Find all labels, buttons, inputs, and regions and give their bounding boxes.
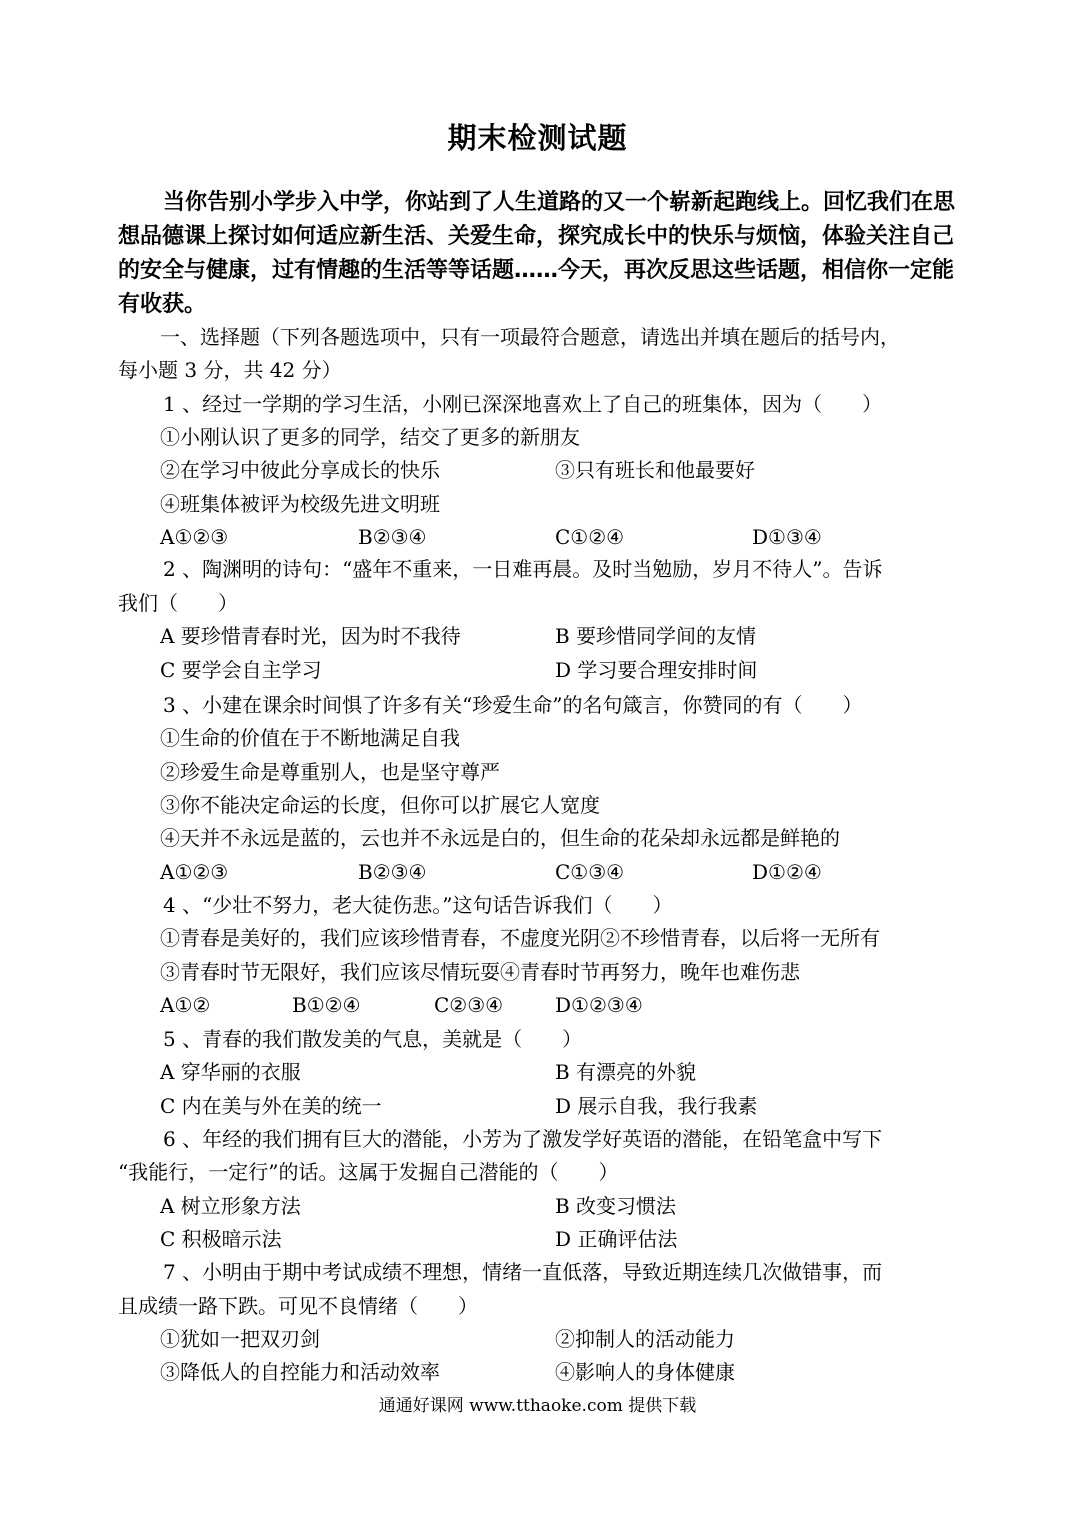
q3-option-c: C①③④ <box>555 860 625 884</box>
q3-statement-3: ③你不能决定命运的长度，但你可以扩展它人宽度 <box>160 793 600 817</box>
q3-option-d: D①②④ <box>752 860 822 884</box>
section-heading-cont: 每小题 3 分，共 42 分） <box>118 358 342 382</box>
q7-statement-4: ④影响人的身体健康 <box>555 1360 735 1384</box>
q4-statement-1: ①青春是美好的，我们应该珍惜青春，不虚度光阴②不珍惜青春，以后将一无所有 <box>160 926 880 950</box>
question-4-stem: 4 、“少壮不努力，老大徒伤悲。”这句话告诉我们（ ） <box>163 893 673 917</box>
q1-option-b: B②③④ <box>358 525 427 549</box>
question-7-stem: 7 、小明由于期中考试成绩不理想，情绪一直低落，导致近期连续几次做错事，而 <box>163 1260 883 1284</box>
q5-option-b: B 有漂亮的外貌 <box>555 1060 697 1084</box>
question-6-stem: 6 、年经的我们拥有巨大的潜能，小芳为了激发学好英语的潜能，在铅笔盒中写下 <box>163 1127 883 1151</box>
footer-source: 通通好课网 www.tthaoke.com 提供下载 <box>378 1396 697 1416</box>
q1-option-d: D①③④ <box>752 525 822 549</box>
q6-option-b: B 改变习惯法 <box>555 1194 677 1218</box>
question-7-stem-cont: 且成绩一路下跌。可见不良情绪（ ） <box>118 1294 478 1318</box>
q1-option-c: C①②④ <box>555 525 625 549</box>
question-1-stem: 1 、经过一学期的学习生活，小刚已深深地喜欢上了自己的班集体，因为（ ） <box>163 392 883 416</box>
q7-statement-2: ②抑制人的活动能力 <box>555 1327 735 1351</box>
question-2-stem: 2 、陶渊明的诗句：“盛年不重来，一日难再晨。及时当勉励，岁月不待人”。告诉 <box>163 557 883 581</box>
q1-statement-2: ②在学习中彼此分享成长的快乐 <box>160 458 440 482</box>
question-6-stem-cont: “我能行，一定行”的话。这属于发掘自己潜能的（ ） <box>118 1160 619 1184</box>
q7-statement-3: ③降低人的自控能力和活动效率 <box>160 1360 440 1384</box>
q4-option-b: B①②④ <box>292 993 361 1017</box>
q4-option-d: D①②③④ <box>555 993 643 1017</box>
section-heading: 一、选择题（下列各题选项中，只有一项最符合题意，请选出并填在题后的括号内， <box>160 325 900 349</box>
q1-statement-1: ①小刚认识了更多的同学，结交了更多的新朋友 <box>160 425 580 449</box>
q4-statement-2: ③青春时节无限好，我们应该尽情玩耍④青春时节再努力，晚年也难伤悲 <box>160 960 800 984</box>
q4-option-c: C②③④ <box>434 993 504 1017</box>
q3-option-b: B②③④ <box>358 860 427 884</box>
question-2-stem-cont: 我们（ ） <box>118 591 238 615</box>
q1-option-a: A①②③ <box>160 525 229 549</box>
q6-option-d: D 正确评估法 <box>555 1227 678 1251</box>
q2-option-a: A 要珍惜青春时光，因为时不我待 <box>160 624 461 648</box>
q4-option-a: A①② <box>160 993 211 1017</box>
intro-paragraph: 当你告别小学步入中学，你站到了人生道路的又一个崭新起跑线上。回忆我们在思想品德课上探讨如何适应新生活、关爱生命，探究成长中的快乐与烦恼，体验关注自己的安全与健康，过有情趣的生活等等话题……今天，再次反思这些话题，相信你一定能有收获。 <box>118 190 956 317</box>
q3-option-a: A①②③ <box>160 860 229 884</box>
q5-option-a: A 穿华丽的衣服 <box>160 1060 301 1084</box>
q5-option-c: C 内在美与外在美的统一 <box>160 1094 382 1118</box>
q5-option-d: D 展示自我，我行我素 <box>555 1094 758 1118</box>
question-5-stem: 5 、青春的我们散发美的气息，美就是（ ） <box>163 1027 583 1051</box>
q1-statement-4: ④班集体被评为校级先进文明班 <box>160 492 440 516</box>
q6-option-a: A 树立形象方法 <box>160 1194 301 1218</box>
q1-statement-3: ③只有班长和他最要好 <box>555 458 755 482</box>
q6-option-c: C 积极暗示法 <box>160 1227 282 1251</box>
q3-statement-2: ②珍爱生命是尊重别人，也是坚守尊严 <box>160 760 500 784</box>
question-3-stem: 3 、小建在课余时间惧了许多有关“珍爱生命”的名句箴言，你赞同的有（ ） <box>163 693 863 717</box>
q3-statement-4: ④天并不永远是蓝的，云也并不永远是白的，但生命的花朵却永远都是鲜艳的 <box>160 826 840 850</box>
q2-option-d: D 学习要合理安排时间 <box>555 658 758 682</box>
q3-statement-1: ①生命的价值在于不断地满足自我 <box>160 726 460 750</box>
page-title: 期末检测试题 <box>447 121 628 155</box>
q2-option-b: B 要珍惜同学间的友情 <box>555 624 757 648</box>
q2-option-c: C 要学会自主学习 <box>160 658 322 682</box>
q7-statement-1: ①犹如一把双刃剑 <box>160 1327 320 1351</box>
